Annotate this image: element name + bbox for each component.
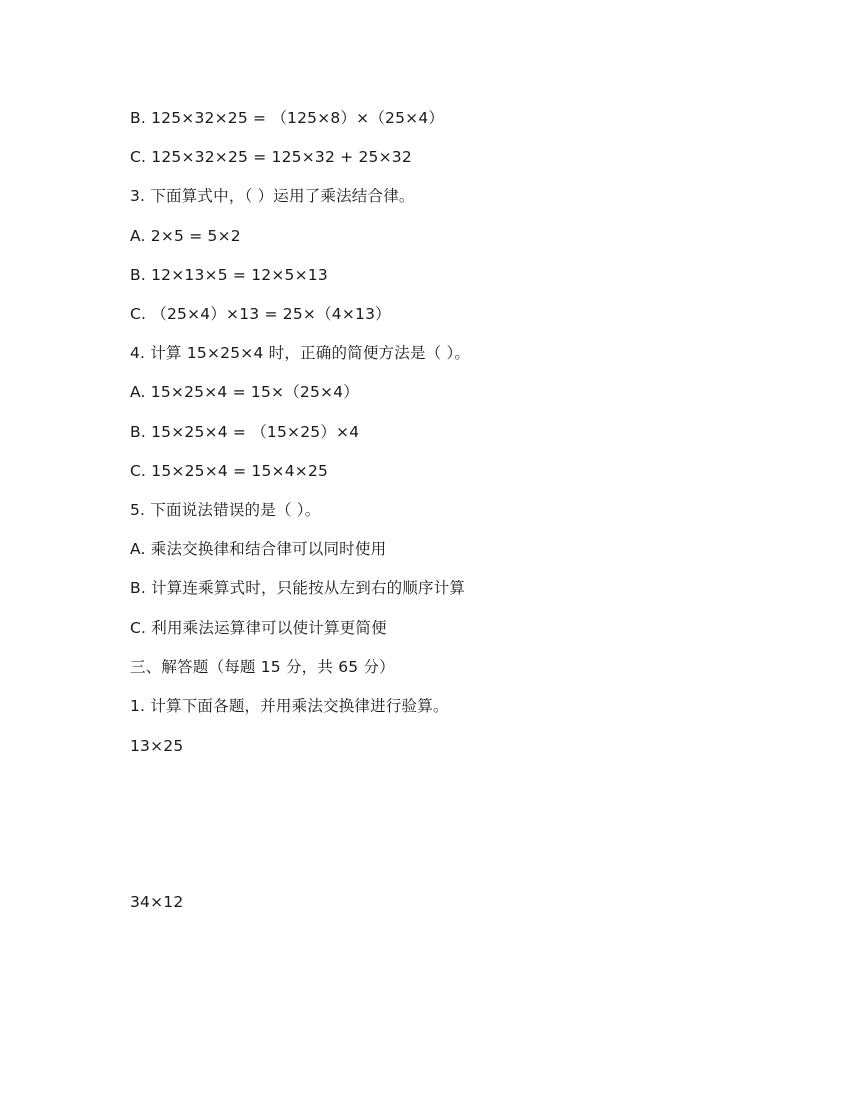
q4-option-c: C. 15×25×4 = 15×4×25	[130, 462, 329, 480]
section-3-q1-stem: 1. 计算下面各题，并用乘法交换律进行验算。	[130, 697, 449, 715]
q4-option-b: B. 15×25×4 = （15×25）×4	[130, 423, 360, 441]
q3-stem: 3. 下面算式中，（ ）运用了乘法结合律。	[130, 187, 415, 205]
q4-stem: 4. 计算 15×25×4 时，正确的简便方法是（ ）。	[130, 344, 471, 362]
q3-option-c: C. （25×4）×13 = 25×（4×13）	[130, 305, 391, 323]
q3-option-b: B. 12×13×5 = 12×5×13	[130, 266, 328, 284]
expression-2: 34×12	[130, 893, 184, 911]
q5-stem: 5. 下面说法错误的是（ ）。	[130, 501, 321, 519]
q2-option-b: B. 125×32×25 = （125×8）×（25×4）	[130, 109, 445, 127]
q4-option-a: A. 15×25×4 = 15×（25×4）	[130, 383, 359, 401]
section-3-heading: 三、解答题（每题 15 分，共 65 分）	[130, 658, 395, 676]
q3-option-a: A. 2×5 = 5×2	[130, 227, 241, 245]
q2-option-c: C. 125×32×25 = 125×32 + 25×32	[130, 148, 412, 166]
q5-option-c: C. 利用乘法运算律可以使计算更简便	[130, 619, 387, 637]
expression-1: 13×25	[130, 737, 184, 755]
q5-option-b: B. 计算连乘算式时，只能按从左到右的顺序计算	[130, 579, 466, 597]
q5-option-a: A. 乘法交换律和结合律可以同时使用	[130, 540, 387, 558]
